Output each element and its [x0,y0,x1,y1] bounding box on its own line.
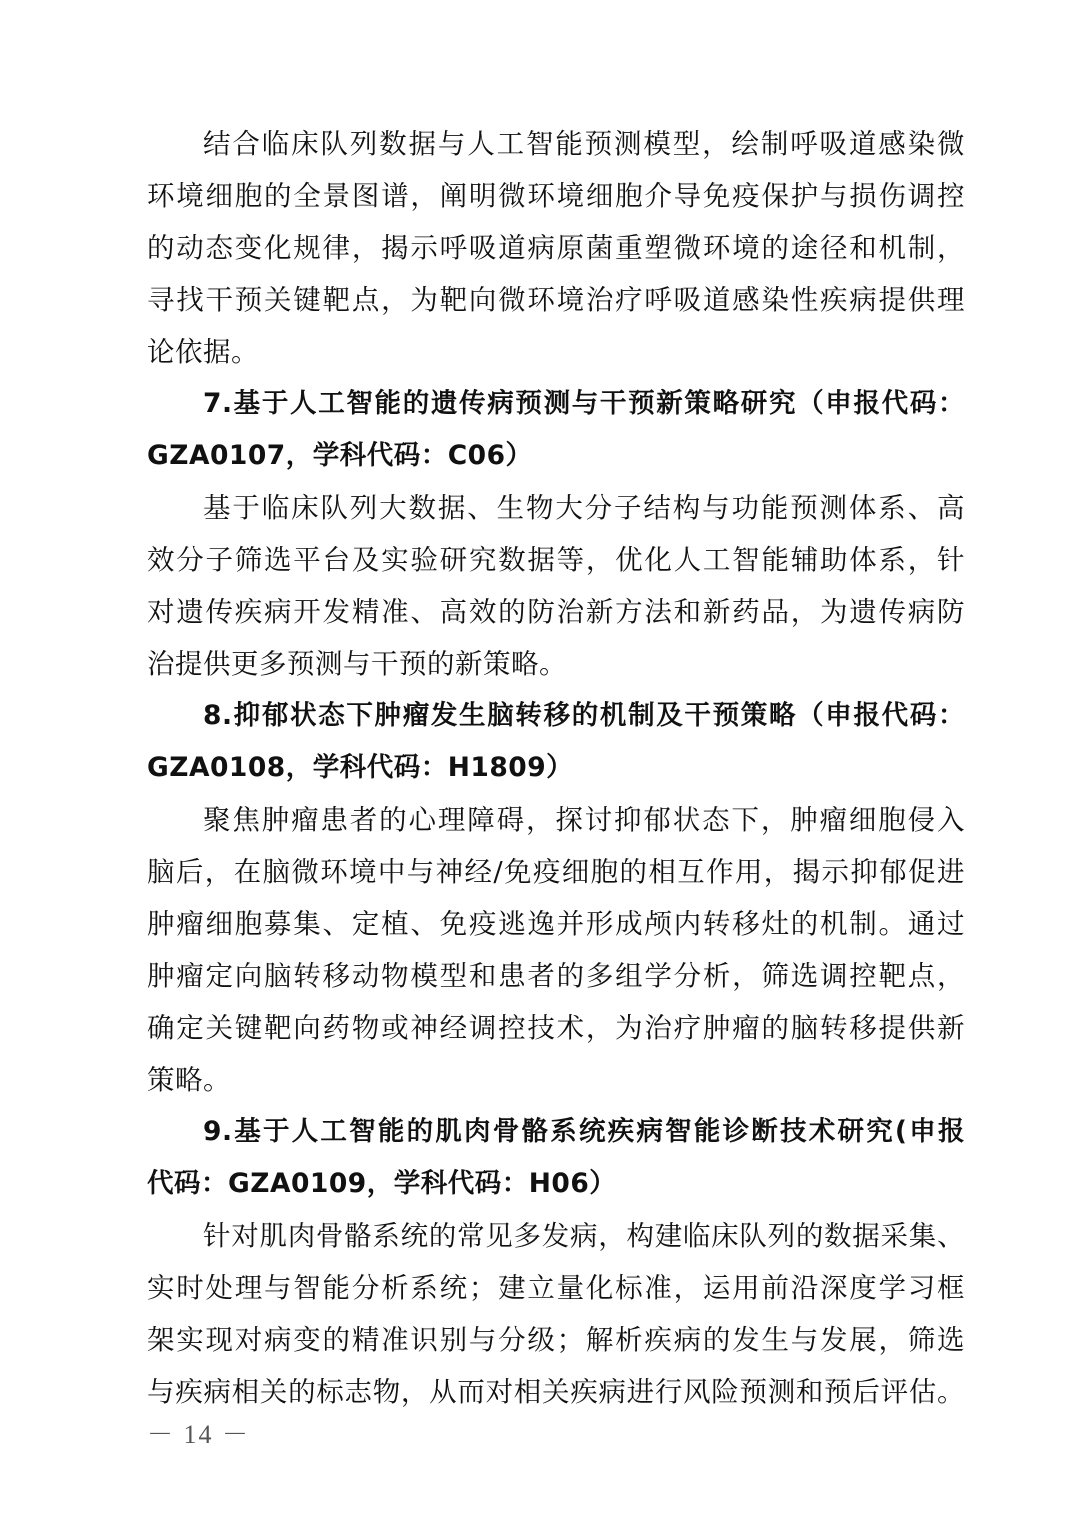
body-paragraph [147,118,965,378]
section-heading [147,690,965,794]
heading-line: 8.抑郁状态下肿瘤发生脑转移的机制及干预策略（申报代码： [203,700,965,731]
text-line: 基于临床队列大数据、生物大分子结构与功能预测体系、高 [203,492,965,524]
heading-line: 9.基于人工智能的肌肉骨骼系统疾病智能诊断技术研究(申报 [203,1116,965,1147]
text-line: 针对肌肉骨骼系统的常见多发病，构建临床队列的数据采集、 [203,1220,965,1252]
text-line: 肿瘤定向脑转移动物模型和患者的多组学分析，筛选调控靶点， [147,960,965,992]
section-heading [147,1106,965,1210]
section-heading [147,378,965,482]
text-line: 实时处理与智能分析系统；建立量化标准，运用前沿深度学习框 [147,1272,965,1304]
heading-line: 7.基于人工智能的遗传病预测与干预新策略研究（申报代码： [203,388,965,419]
text-line: 聚焦肿瘤患者的心理障碍，探讨抑郁状态下，肿瘤细胞侵入 [203,804,965,836]
body-paragraph [147,1210,965,1418]
heading-line: 代码：GZA0109，学科代码：H06） [147,1168,617,1199]
text-line: 的动态变化规律，揭示呼吸道病原菌重塑微环境的途径和机制， [147,232,965,264]
text-line: 与疾病相关的标志物，从而对相关疾病进行风险预测和预后评估。 [147,1376,965,1408]
text-line: 确定关键靶向药物或神经调控技术，为治疗肿瘤的脑转移提供新 [147,1012,965,1044]
body-paragraph [147,794,965,1106]
page-content [147,118,965,1418]
text-line: 架实现对病变的精准识别与分级；解析疾病的发生与发展，筛选 [147,1324,965,1356]
body-paragraph [147,482,965,690]
heading-line: GZA0108，学科代码：H1809） [147,752,574,783]
heading-line: GZA0107，学科代码：C06） [147,440,533,471]
text-line: 结合临床队列数据与人工智能预测模型，绘制呼吸道感染微 [203,128,965,160]
text-line: 治提供更多预测与干预的新策略。 [147,648,567,680]
text-line: 论依据。 [147,336,259,368]
text-line: 寻找干预关键靶点，为靶向微环境治疗呼吸道感染性疾病提供理 [147,284,965,316]
text-line: 对遗传疾病开发精准、高效的防治新方法和新药品，为遗传病防 [147,596,965,628]
text-line: 效分子筛选平台及实验研究数据等，优化人工智能辅助体系，针 [147,544,965,576]
page-number: － 14 － [147,1420,251,1449]
text-line: 环境细胞的全景图谱，阐明微环境细胞介导免疫保护与损伤调控 [147,180,965,212]
text-line: 肿瘤细胞募集、定植、免疫逃逸并形成颅内转移灶的机制。通过 [147,908,965,940]
text-line: 脑后，在脑微环境中与神经/免疫细胞的相互作用，揭示抑郁促进 [147,856,965,888]
text-line: 策略。 [147,1064,231,1096]
